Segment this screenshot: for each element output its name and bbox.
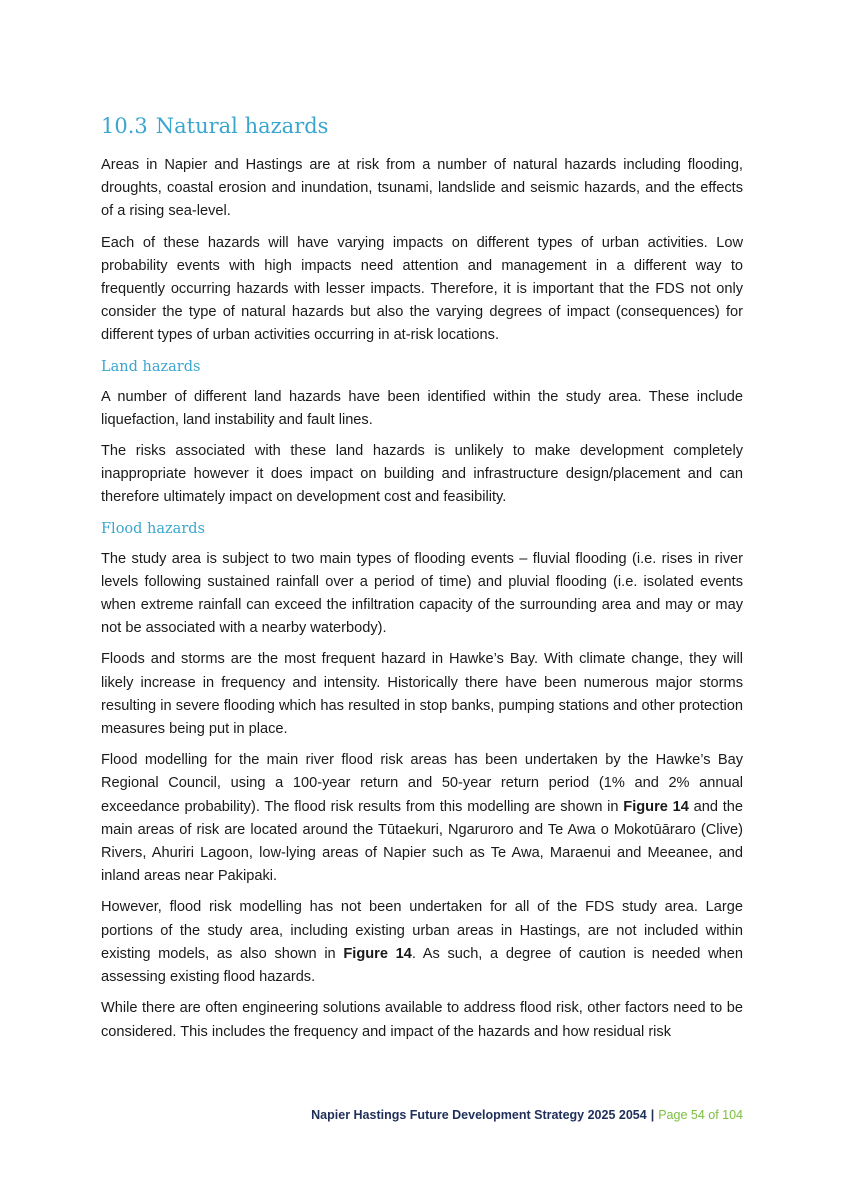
section-number: 10.3: [101, 114, 148, 138]
flood-paragraph-5: While there are often engineering solutions available to address flood risk, other factors need to be considered. This includes the frequency and impact of the hazards and how residual risk: [101, 1000, 743, 1040]
intro-paragraph-1: Areas in Napier and Hastings are at risk from a number of natural hazards including flooding, droughts, coastal erosion and inundation, tsunami, landslide and seismic hazards, and the effects of a rising sea-level.: [101, 157, 743, 220]
figure-14-reference: Figure 14: [623, 798, 689, 815]
page-content: [101, 112, 743, 1052]
flood-p3-text-a: Flood modelling for the main river flood risk areas has been undertaken by the Hawke’s Bay Regional Council, using a 100-year return and 50-year return period (1% and 2% annual exceedance probability). The flood risk results from this modelling are shown in: [101, 752, 743, 815]
flood-p4-text-a: However, flood risk modelling has not been undertaken for all of the FDS study area. Large portions of the study area, including existing urban areas in Hastings, are not included within existing models, as also shown in: [101, 899, 743, 962]
land-paragraph-2: The risks associated with these land hazards is unlikely to make development completely inappropriate however it does impact on building and infrastructure design/placement and can therefore ultimately impact on development cost and feasibility.: [101, 443, 743, 506]
footer-page-number: Page 54 of 104: [658, 1108, 743, 1122]
land-paragraph-1: A number of different land hazards have been identified within the study area. These include liquefaction, land instability and fault lines.: [101, 388, 743, 428]
flood-p4-text-b: . As such, a degree of caution is needed when assessing existing flood hazards.: [101, 945, 743, 986]
flood-paragraph-4: [101, 896, 743, 989]
land-hazards-heading: Land hazards: [101, 358, 201, 375]
section-heading: [101, 112, 743, 140]
flood-paragraph-2: Floods and storms are the most frequent hazard in Hawke’s Bay. With climate change, they will likely increase in frequency and intensity. Historically there have been numerous major storms resulting in severe flooding which has resulted in stop banks, pumping stations and other protection measures being put in place.: [101, 651, 743, 738]
footer-separator: |: [650, 1108, 655, 1122]
flood-paragraph-1: The study area is subject to two main types of flooding events – fluvial flooding (i.e. rises in river levels following sustained rainfall over a period of time) and pluvial flooding (i.e. isolated events when extreme rainfall can exceed the infiltration capacity of the surrounding area and may or may not be associated with a nearby waterbody).: [101, 550, 743, 637]
figure-14-reference: Figure 14: [343, 945, 412, 962]
flood-hazards-heading: Flood hazards: [101, 520, 205, 537]
footer-doc-title: Napier Hastings Future Development Strategy 2025 2054: [311, 1108, 647, 1122]
page-footer: [311, 1108, 743, 1122]
flood-p3-text-b: and the main areas of risk are located around the Tūtaekuri, Ngaruroro and Te Awa o Mokotūāraro (Clive) Rivers, Ahuriri Lagoon, low-lying areas of Napier such as Te Awa, Maraenui and Meeanee, and inland areas near Pakipaki.: [101, 798, 743, 885]
section-title: Natural hazards: [155, 114, 329, 138]
intro-paragraph-2: Each of these hazards will have varying impacts on different types of urban activities. Low probability events with high impacts need attention and management in a different way to frequently occurring hazards with lesser impacts. Therefore, it is important that the FDS not only consider the type of natural hazards but also the varying degrees of impact (consequences) for different types of urban activities occurring in at-risk locations.: [101, 234, 743, 344]
flood-paragraph-3: [101, 749, 743, 888]
